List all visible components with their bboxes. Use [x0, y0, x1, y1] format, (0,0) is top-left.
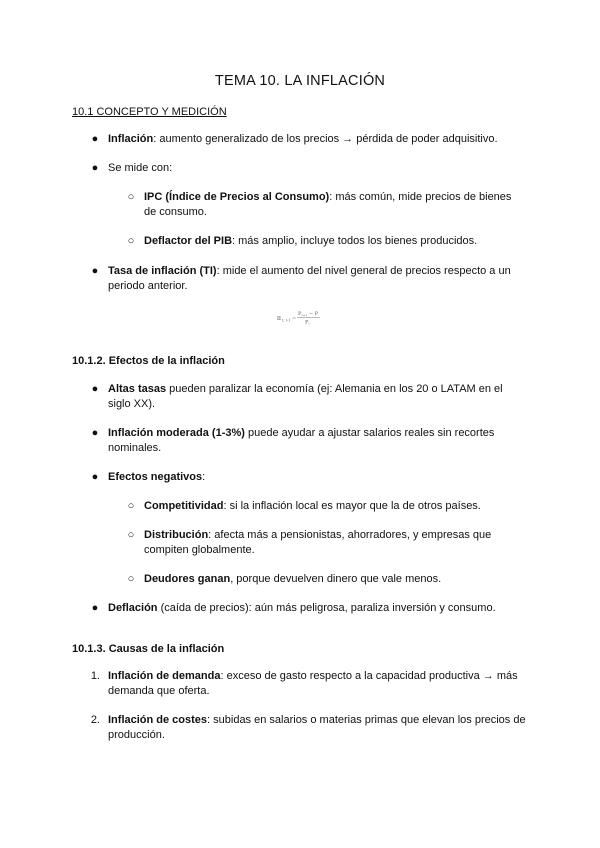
- bullet-icon: ●: [91, 383, 99, 395]
- section-heading-causas: 10.1.3. Causas de la inflación: [72, 643, 225, 655]
- inflation-formula: [276, 306, 324, 326]
- circle-bullet-icon: ○: [127, 235, 135, 247]
- list-item-se-mide: [91, 161, 528, 176]
- term: Inflación de costes: [108, 714, 208, 726]
- description: : aumento generalizado de los precios → pérdida de poder adquisitivo.: [153, 133, 498, 145]
- circle-bullet-icon: ○: [127, 191, 135, 203]
- list-item-altas-tasas: [91, 382, 528, 412]
- formula-denominator-subscript: t: [308, 321, 310, 326]
- term: Inflación de demanda: [108, 670, 221, 682]
- list-item-inflacion-costes: [90, 713, 528, 743]
- description: : mide el aumento del nivel general de precios respecto a un periodo anterior.: [108, 265, 511, 292]
- term: Altas tasas: [108, 383, 167, 395]
- list-item-distribucion: [127, 528, 524, 558]
- bullet-icon: ●: [91, 162, 99, 174]
- description: : afecta más a pensionistas, ahorradores, y empresas que compiten globalmente.: [144, 529, 492, 556]
- term: IPC (Índice de Precios al Consumo): [144, 191, 330, 203]
- description: : más amplio, incluye todos los bienes producidos.: [232, 235, 478, 247]
- list-number: 1.: [90, 670, 100, 682]
- formula-minus-term: − P: [309, 311, 319, 317]
- list-item-competitividad: [127, 499, 524, 514]
- list-item-deflacion: [91, 601, 528, 616]
- term: Tasa de inflación (TI): [108, 265, 217, 277]
- formula-numerator-subscript: t+1: [301, 313, 308, 317]
- list-item-inflacion-moderada: [91, 426, 528, 456]
- list-item-inflacion: [91, 132, 528, 147]
- list-item-inflacion-demanda: [90, 669, 528, 699]
- description: , porque devuelven dinero que vale menos.: [230, 573, 442, 585]
- term: Deudores ganan: [144, 573, 231, 585]
- list-item-deflactor: [127, 234, 524, 249]
- term: Competitividad: [144, 500, 224, 512]
- page-title: TEMA 10. LA INFLACIÓN: [214, 73, 386, 89]
- list-item-efectos-negativos: [91, 470, 528, 485]
- description: puede ayudar a ajustar salarios reales sin recortes nominales.: [108, 427, 495, 454]
- description: pueden paralizar la economía (ej: Alemania en los 20 o LATAM en el siglo XX).: [108, 383, 503, 410]
- description: : más común, mide precios de bienes de consumo.: [144, 191, 512, 218]
- bullet-icon: ●: [91, 133, 99, 145]
- circle-bullet-icon: ○: [127, 573, 135, 585]
- bullet-icon: ●: [91, 427, 99, 439]
- description: : subidas en salarios o materias primas que elevan los precios de producción.: [108, 714, 526, 741]
- term: Distribución: [144, 529, 209, 541]
- term: Efectos negativos: [108, 471, 203, 483]
- formula-lhs: π: [277, 315, 281, 322]
- list-number: 2.: [90, 714, 100, 726]
- description: (caída de precios): aún más peligrosa, paraliza inversión y consumo.: [157, 602, 496, 614]
- section-heading-concepto: 10.1 CONCEPTO Y MEDICIÓN: [72, 106, 227, 118]
- formula-lhs-subscript: t, t-1: [282, 318, 291, 323]
- term: Inflación moderada (1-3%): [108, 427, 245, 439]
- circle-bullet-icon: ○: [127, 500, 135, 512]
- description: Se mide con:: [108, 162, 173, 174]
- term: Deflactor del PIB: [144, 235, 233, 247]
- formula-numerator: P: [298, 311, 302, 317]
- bullet-icon: ●: [91, 265, 99, 277]
- circle-bullet-icon: ○: [127, 529, 135, 541]
- term: Deflación: [108, 602, 158, 614]
- description: : exceso de gasto respecto a la capacidad productiva → más demanda que oferta.: [108, 670, 518, 697]
- list-item-deudores: [127, 572, 524, 587]
- bullet-icon: ●: [91, 602, 99, 614]
- description: :: [202, 471, 206, 483]
- list-item-tasa-inflacion: [91, 264, 528, 294]
- section-heading-efectos: 10.1.2. Efectos de la inflación: [72, 355, 225, 367]
- svg-text:=: =: [292, 316, 297, 322]
- bullet-icon: ●: [91, 471, 99, 483]
- term: Inflación: [108, 133, 154, 145]
- list-item-ipc: [127, 190, 524, 220]
- formula-denominator: P: [305, 319, 309, 326]
- description: : si la inflación local es mayor que la de otros países.: [223, 500, 481, 512]
